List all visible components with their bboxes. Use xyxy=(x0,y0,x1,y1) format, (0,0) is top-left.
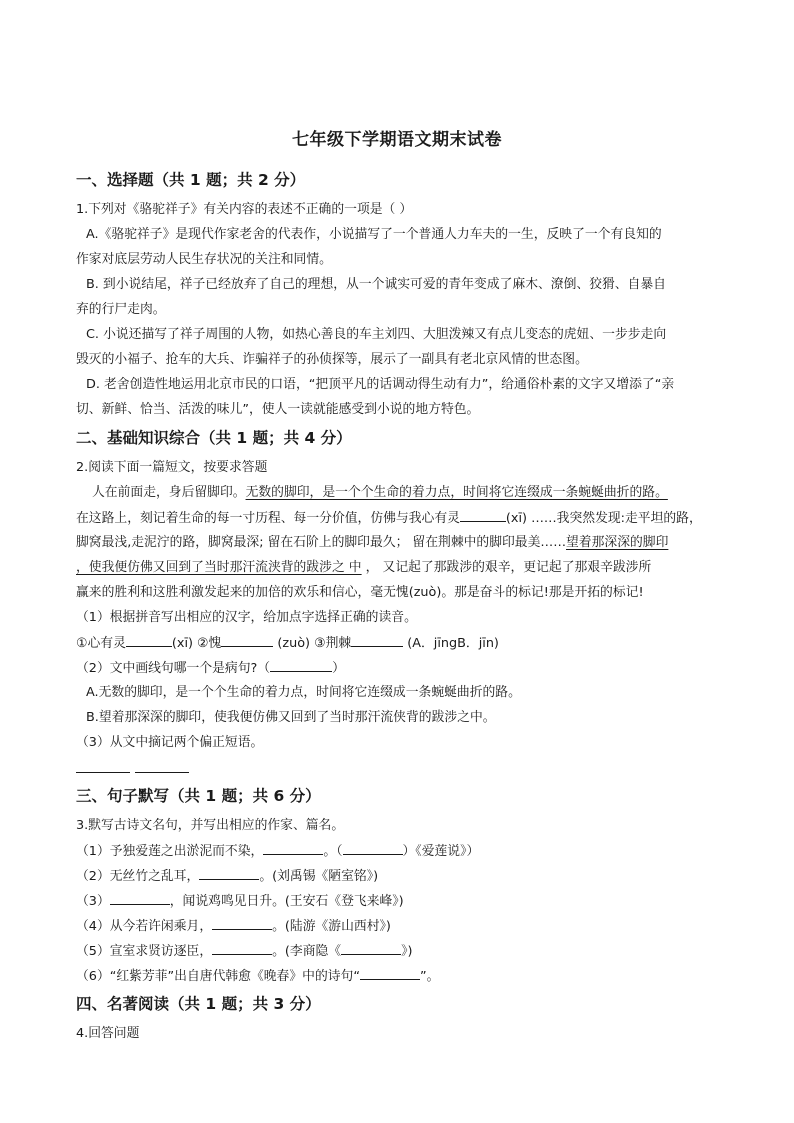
answer-blank[interactable] xyxy=(270,660,332,672)
underlined-sentence-b-cont: ，使我便仿佛又回到了当时那汗流浃背的跋涉之 中 xyxy=(76,560,362,575)
recite-line-6 xyxy=(76,968,439,985)
recite-line-1 xyxy=(76,843,479,860)
passage-text: (xī) ……我突然发现:走平坦的路， xyxy=(505,511,702,526)
question-1-option-b-line-2: 弃的行尸走肉。 xyxy=(76,302,166,317)
sub-question-2 xyxy=(76,660,345,677)
answer-line-2[interactable] xyxy=(135,772,189,773)
passage-text: ， 又记起了那跋涉的艰辛，更记起了那艰辛跋涉所 xyxy=(361,560,652,575)
answer-blank[interactable] xyxy=(212,943,272,955)
section-heading-4: 四、名著阅读（共 1 题；共 3 分） xyxy=(76,995,321,1013)
answer-blank[interactable] xyxy=(212,918,272,930)
underlined-sentence-a: 无数的脚印，是一个个生命的着力点，时间将它连缀成一条蜿蜒曲折的路。 xyxy=(245,485,668,500)
question-1-option-a-line-1: A.《骆驼祥子》是现代作家老舍的代表作，小说描写了一个普通人力车夫的一生，反映了一个有良知的 xyxy=(86,227,662,242)
blank-label-2: (xī) ②愧 xyxy=(171,636,222,651)
passage-line-5: 赢来的胜利和这胜利激发起来的加倍的欢乐和信心，毫无愧(zuò)。那是奋斗的标记!那是开拓的标记! xyxy=(76,585,644,600)
recite-line-3 xyxy=(76,893,404,910)
answer-blank[interactable] xyxy=(351,635,403,647)
blank-label-1: ①心有灵 xyxy=(76,636,126,651)
passage-text: 人在前面走，身后留脚印。 xyxy=(92,485,246,500)
recite-text: （6）“红紫芳菲”出自唐代韩愈《晚春》中的诗句“ xyxy=(76,969,360,984)
passage-line-4 xyxy=(76,560,651,576)
question-1-option-d-line-1: D. 老舍创造性地运用北京市民的口语，“把顶平凡的话调动得生动有力”，给通俗朴素的文字又增添了“亲 xyxy=(86,377,675,392)
sub-question-2-close: ） xyxy=(332,661,345,676)
sub-question-1-blanks xyxy=(76,635,499,652)
answer-blank[interactable] xyxy=(343,843,403,855)
question-1-option-c-line-2: 毁灭的小福子、抢车的大兵、诈骗祥子的孙侦探等，展示了一副具有老北京风情的世态图。 xyxy=(76,352,588,367)
question-1-stem: 1.下列对《骆驼祥子》有关内容的表述不正确的一项是（ ） xyxy=(76,202,413,217)
recite-text: （2）无丝竹之乱耳， xyxy=(76,869,200,884)
passage-text: 脚窝最浅,走泥泞的路，脚窝最深; 留在石阶上的脚印最久； 留在荆棘中的脚印最美…… xyxy=(76,535,566,550)
passage-line-3 xyxy=(76,535,668,551)
recite-text: 。（ xyxy=(323,844,343,859)
recite-text: （1）予独爱莲之出淤泥而不染， xyxy=(76,844,264,859)
section-heading-3: 三、句子默写（共 1 题；共 6 分） xyxy=(76,787,321,805)
recite-text: （5）宣室求贤访逐臣， xyxy=(76,944,213,959)
underlined-sentence-b: 望着那深深的脚印 xyxy=(566,535,669,550)
answer-blank[interactable] xyxy=(110,893,170,905)
section-heading-2: 二、基础知识综合（共 1 题；共 4 分） xyxy=(76,429,352,447)
recite-text: （4）从今若许闲乘月， xyxy=(76,919,213,934)
recite-line-5 xyxy=(76,943,413,960)
recite-text: ，闻说鸡鸣见日升。(王安石《登飞来峰》) xyxy=(169,894,404,909)
recite-line-2 xyxy=(76,868,378,885)
recite-text: 。(陆游《游山西村》) xyxy=(272,919,391,934)
answer-blank[interactable] xyxy=(460,510,506,522)
answer-line-1[interactable] xyxy=(76,772,130,773)
question-1-option-c-line-1: C. 小说还描写了祥子周围的人物，如热心善良的车主刘四、大胆泼辣又有点儿变态的虎妞、一步步走向 xyxy=(86,327,667,342)
recite-text: 。(李商隐《 xyxy=(272,944,342,959)
sub-question-3: （3）从文中摘记两个偏正短语。 xyxy=(76,735,264,750)
answer-blank[interactable] xyxy=(221,635,273,647)
page-title: 七年级下学期语文期末试卷 xyxy=(292,130,502,150)
question-3-stem: 3.默写古诗文名句，并写出相应的作家、篇名。 xyxy=(76,818,345,833)
question-1-option-a-line-2: 作家对底层劳动人民生存状况的关注和同情。 xyxy=(76,252,332,267)
question-1-option-d-line-2: 切、新鲜、恰当、活泼的味儿”，使人一读就能感受到小说的地方特色。 xyxy=(76,402,480,417)
question-4-stem: 4.回答问题 xyxy=(76,1026,140,1041)
answer-blank[interactable] xyxy=(341,943,401,955)
question-1-option-b-line-1: B. 到小说结尾，祥子已经放弃了自己的理想，从一个诚实可爱的青年变成了麻木、潦倒、狡猾、自暴自 xyxy=(86,277,666,292)
answer-blank[interactable] xyxy=(263,843,323,855)
recite-text: 》) xyxy=(401,944,413,959)
recite-text: ）《爱莲说》） xyxy=(402,844,480,859)
recite-text: 。(刘禹锡《陋室铭》) xyxy=(259,869,379,884)
question-2-stem: 2.阅读下面一篇短文，按要求答题 xyxy=(76,460,268,475)
sub-question-2-text: （2）文中画线句哪一个是病句?（ xyxy=(76,661,271,676)
recite-text: ”。 xyxy=(419,969,440,984)
sub-question-1: （1）根据拼音写出相应的汉字，给加点字选择正确的读音。 xyxy=(76,610,417,625)
passage-line-2 xyxy=(76,510,702,527)
recite-text: （3） xyxy=(76,894,110,909)
sub-question-2-option-b: B.望着那深深的脚印，使我便仿佛又回到了当时那汗流侠背的跋涉之中。 xyxy=(86,710,496,725)
blank-label-3: (zuò) ③荆棘 xyxy=(273,636,352,651)
answer-blank[interactable] xyxy=(360,968,420,980)
passage-text: 在这路上，刻记着生命的每一寸历程、每一分价值，仿佛与我心有灵 xyxy=(76,511,460,526)
sub-question-2-option-a: A.无数的脚印，是一个个生命的着力点，时间将它连缀成一条蜿蜒曲折的路。 xyxy=(86,685,521,700)
answer-blank[interactable] xyxy=(199,868,259,880)
recite-line-4 xyxy=(76,918,391,935)
section-heading-1: 一、选择题（共 1 题；共 2 分） xyxy=(76,171,306,189)
answer-blank[interactable] xyxy=(126,635,172,647)
passage-line-1 xyxy=(92,485,668,501)
blank-label-4: (A．jīngB．jīn) xyxy=(403,636,499,651)
